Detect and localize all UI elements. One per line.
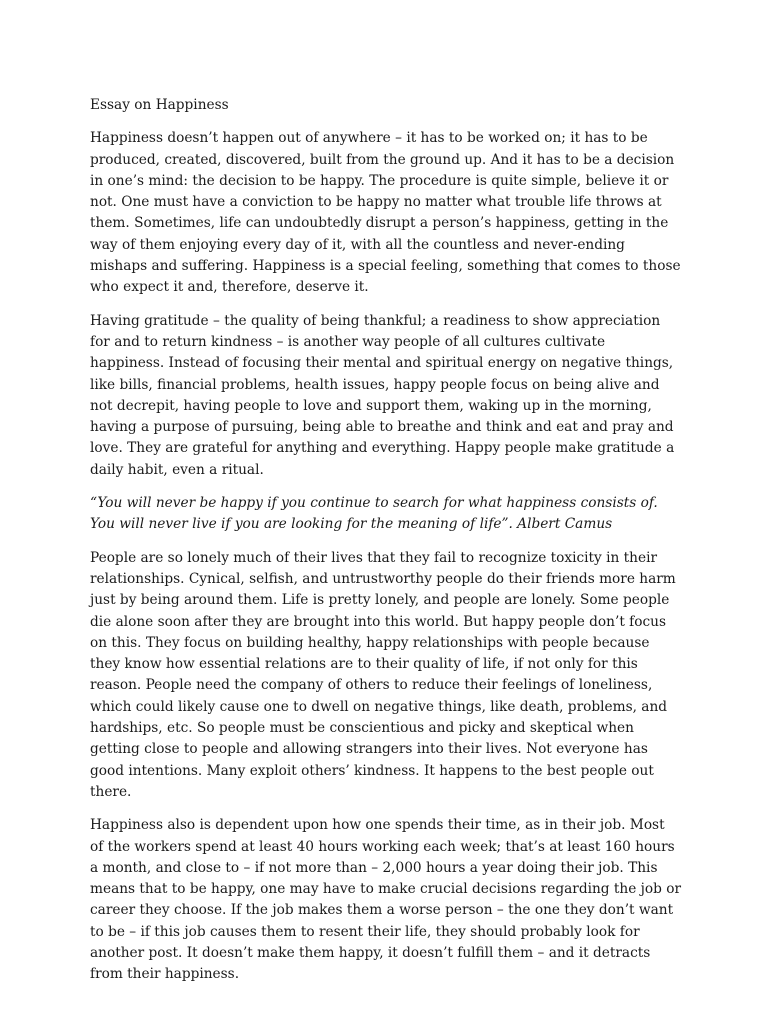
- document-title: Essay on Happiness: [90, 97, 229, 113]
- document-body: [90, 95, 682, 998]
- paragraph-relationships: People are so lonely much of their lives that they fail to recognize toxicity in their relationships. Cynical, selfish, and untrustworthy people do their friends more harm just by being around them. Life is pretty lonely, and people are lonely. Some people die alone soon after they are brought into this world. But happy people don’t focus on this. They focus on building healthy, happy relationships with people because they know how essential relations are to their quality of life, if not only for this reason. People need the company of others to reduce their feelings of loneliness, which could likely cause one to dwell on negative things, like death, problems, and hardships, etc. So people must be conscientious and picky and skeptical when getting close to people and allowing strangers into their lives. Not everyone has good intentions. Many exploit others’ kindness. It happens to the best people out there.: [90, 549, 676, 800]
- quote-camus: “You will never be happy if you continue to search for what happiness consists of. You will never live if you are looking for the meaning of life”. Albert Camus: [90, 495, 658, 533]
- paragraph-intro: Happiness doesn’t happen out of anywhere – it has to be worked on; it has to be produced, created, discovered, built from the ground up. And it has to be a decision in one’s mind: the decision to be happy. The procedure is quite simple, believe it or not. One must have a conviction to be happy no matter what trouble life throws at them. Sometimes, life can undoubtedly disrupt a person’s happiness, getting in the way of them enjoying every day of it, with all the countless and never-ending mishaps and suffering. Happiness is a special feeling, something that comes to those who expect it and, therefore, deserve it.: [90, 130, 681, 296]
- paragraph-work: Happiness also is dependent upon how one spends their time, as in their job. Most of the workers spend at least 40 hours working each week; that’s at least 160 hours a month, and close to – if not more than – 2,000 hours a year doing their job. This means that to be happy, one may have to make crucial decisions regarding the job or career they choose. If the job makes them a worse person – the one they don’t want to be – if this job causes them to resent their life, they should probably look for another post. It doesn’t make them happy, it doesn’t fulfill them – and it detracts from their happiness.: [90, 817, 682, 983]
- paragraph-gratitude: Having gratitude – the quality of being thankful; a readiness to show appreciation for and to return kindness – is another way people of all cultures cultivate happiness. Instead of focusing their mental and spiritual energy on negative things, like bills, financial problems, health issues, happy people focus on being alive and not decrepit, having people to love and support them, waking up in the morning, having a purpose of pursuing, being able to breathe and think and eat and pray and love. They are grateful for anything and everything. Happy people make gratitude a daily habit, even a ritual.: [90, 312, 675, 478]
